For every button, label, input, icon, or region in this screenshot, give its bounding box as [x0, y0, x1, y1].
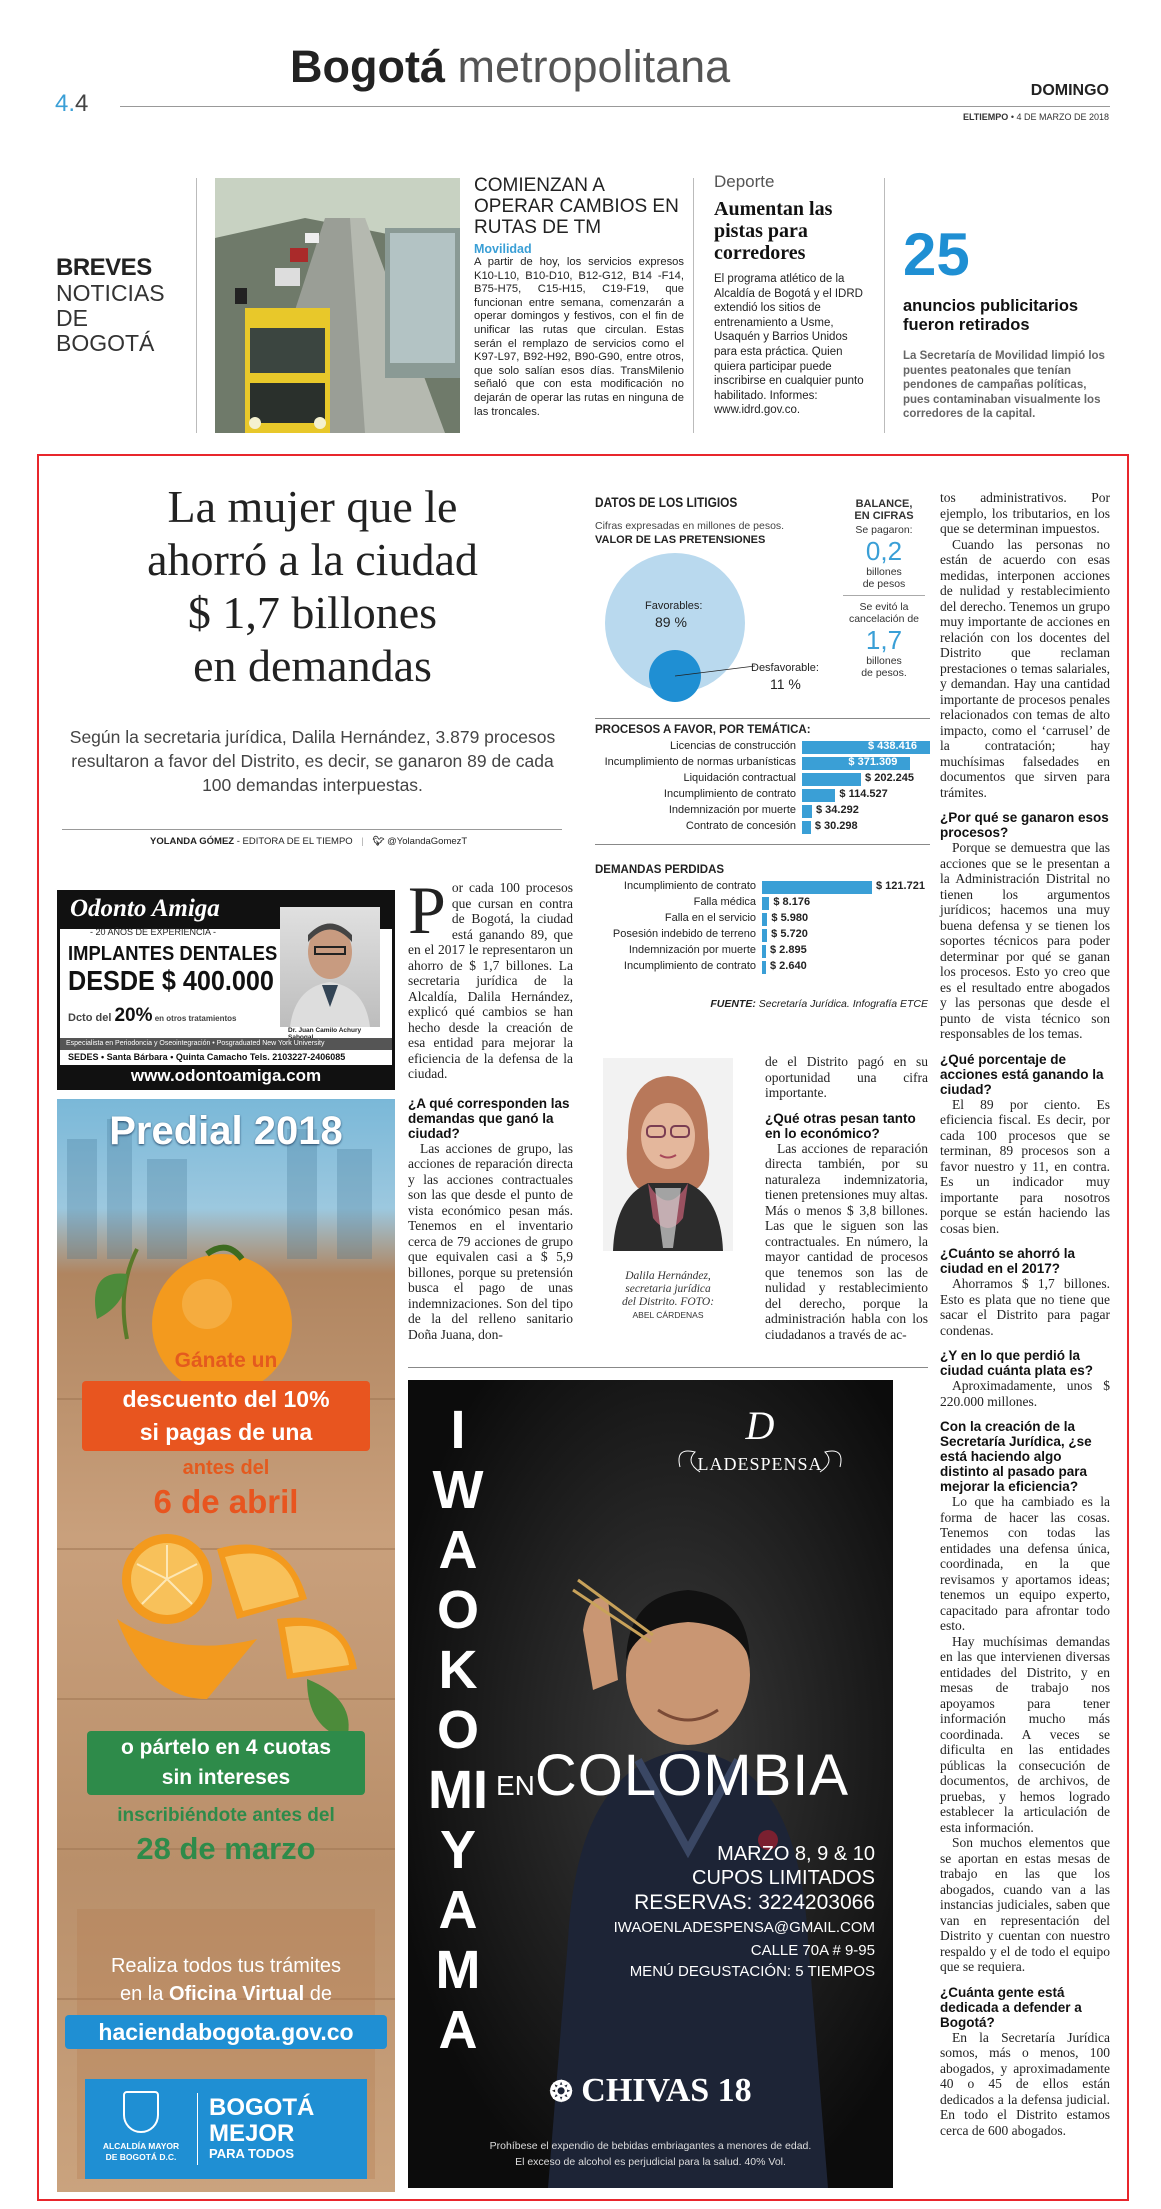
page-number: 4.4: [55, 90, 89, 117]
lost-bar-chart: [595, 880, 930, 980]
iwao-warning: Prohíbese el expendio de bebidas embriagantes a menores de edad. El exceso de alcohol es perjudicial para la salud. 40% Vol.: [489, 2140, 812, 2168]
ladespensa-logo: [670, 1402, 850, 1502]
answer-6: Aproximadamente, unos $ 220.000 millones.: [940, 1378, 1110, 1409]
section-title: [290, 40, 730, 94]
day-label: DOMINGO: [1030, 82, 1109, 99]
question-6: ¿Y en lo que perdió la ciudad cuánta plata es?: [940, 1348, 1094, 1378]
predial-l6-l7: o pártelo en 4 cuotas sin intereses: [87, 1731, 365, 1795]
bar: [762, 929, 767, 942]
transmilenio-photo: [215, 178, 460, 433]
bar-label: Incumplimiento de normas urbanísticas: [604, 756, 796, 768]
byline-author: YOLANDA GÓMEZ: [150, 836, 235, 847]
bar-label: Falla médica: [693, 896, 756, 908]
iwao-vertical-name: IWAO KOMIYAMA: [428, 1400, 488, 2060]
odonto-brand: Odonto Amiga: [70, 895, 220, 922]
byline: YOLANDA GÓMEZ - EDITORA DE EL TIEMPO | 🐦︎ @YolandaGomezT: [150, 836, 468, 847]
pie-fav-value: 89 %: [655, 614, 687, 630]
answer-1: Las acciones de grupo, las acciones de reparación directa y las acciones contractuales son las que desde el punto de vista económico pesan más. Tenemos en el inventario cerca de 79 acciones de grupo que equivalen casi a $ 5,9 billones, porque su pretensión busca el pago de unas indemnizaciones. Son del tipo de la del relleno sanitario Doña Juana, don-: [408, 1140, 573, 1342]
photo-credit: ABEL CÁRDENAS: [632, 1310, 704, 1320]
breves-divider-2: [693, 178, 694, 433]
byline-role: - EDITORA DE EL TIEMPO: [234, 836, 353, 847]
bar-label: Licencias de construcción: [670, 740, 796, 752]
predial-l2-l3: descuento del 10% si pagas de una: [82, 1381, 370, 1451]
chivas-logo: ❂ CHIVAS 18: [549, 2072, 752, 2109]
answer-7-p2: Hay muchísimas demandas en las que intervienen diversas entidades del Distrito, y en mesas de trabajo nos apoyamos para tener información mucho más coordinada. A veces se dificulta en las entidades públicas la consecución de documentos, de archivos, de pruebas, y hemos logrado establecer la articulación de esta información.: [940, 1633, 1110, 1835]
bar-label: Contrato de concesión: [685, 820, 796, 832]
odonto-line2: DESDE $ 400.000: [68, 965, 274, 996]
breves-divider: [196, 178, 197, 433]
bar-label: Incumplimiento de contrato: [663, 788, 796, 800]
story-anuncios-headline: anuncios publicitarios fueron retirados: [903, 297, 1079, 334]
odonto-tag: - 20 AÑOS DE EXPERIENCIA -: [90, 927, 217, 937]
favor-bar-chart: [595, 740, 930, 836]
header-rule: [120, 106, 1110, 107]
predial-l1: Gánate un: [174, 1349, 278, 1372]
bar-value-label: $ 5.980: [771, 912, 809, 924]
odonto-line1: IMPLANTES DENTALES: [68, 943, 278, 965]
question-7: Con la creación de la Secretaría Jurídica, ¿se está haciendo algo distinto al pasado para mejorar la eficiencia?: [940, 1419, 1092, 1494]
breves-story-tm: [474, 175, 684, 419]
bogota-shield-icon: [123, 2091, 159, 2133]
answer-4: El 89 por ciento. Es eficiencia fiscal. Es decir, por cada 100 procesos que se terminan, 89 procesos son a favor nuestro y 11, en contra. Es un indicador muy importante para nosotros porque se están haciendo las cosas bien.: [940, 1096, 1110, 1236]
article-column-2: [765, 1054, 928, 1342]
bar: [802, 821, 811, 834]
photo-caption: Dalila Hernández, secretaria jurídica del Distrito. FOTO: ABEL CÁRDENAS: [603, 1270, 733, 1322]
bar-value-label: $ 34.292: [816, 804, 859, 816]
breves-story-deporte: [714, 172, 864, 418]
balance-avoided-value: 1,7: [865, 625, 903, 655]
story-anuncios-number: 25: [903, 221, 970, 288]
breves-subtitle-2: DE BOGOTÁ: [56, 305, 155, 356]
ladespensa-name: LADESPENSA: [697, 1454, 823, 1474]
predial-logo-1: ALCALDÍA MAYOR: [102, 2141, 180, 2151]
bar: [802, 773, 861, 786]
breves-subtitle-1: NOTICIAS: [56, 280, 165, 306]
odonto-discount: Dcto del 20% en otros tratamientos: [68, 1005, 237, 1026]
dateline: ELTIEMPO • 4 DE MARZO DE 2018: [962, 112, 1109, 122]
pie-title: VALOR DE LAS PRETENSIONES: [595, 534, 766, 546]
bar-value-label: $ 438.416: [868, 740, 917, 752]
dalila-photo: [603, 1058, 733, 1251]
breves-story-anuncios: [903, 221, 1113, 422]
story-tm-body: A partir de hoy, los servicios expresos K10-L10, B10-D10, B12-G12, B14 -F14, B75-H75, C15-H15, C19-F19, que funcionan entre semana, comenzarán a operar domingos y festivos, con el fin de unificar las rutas que circulan. Estas serán el remplazo de servicios como el K97-L97, B92-H92, B90-G90, entre otros, que solo salían esos días. TransMilenio señaló que con esta modificación no dejarán de operar las rutas en ninguna de las troncales.: [474, 256, 684, 418]
predial-logo-box: [85, 2079, 367, 2179]
section-title-bold: Bogotá: [290, 41, 445, 92]
question-4: ¿Qué porcentaje de acciones está ganando la ciudad?: [940, 1051, 1104, 1097]
predial-title: Predial 2018: [109, 1109, 343, 1153]
predial-l8: inscribiéndote antes del: [117, 1805, 335, 1826]
answer-7-p3: Son muchos elementos que se aportan en estas mesas de trabajo en las que los abogados, cuando van a las instancias judiciales, saben que van en representación del Distrito y cuentan con nuestro respaldo y el de todo el equipo que se requiera.: [940, 1835, 1110, 1974]
answer-1-cont: de el Distrito pagó en su oportunidad una cifra importante.: [765, 1054, 928, 1100]
info-note: Cifras expresadas en millones de pesos.: [595, 520, 785, 532]
column-rule-mid: [408, 1367, 928, 1368]
breves-label: [56, 255, 186, 356]
story-tm-headline: COMIENZAN A OPERAR CAMBIOS EN RUTAS DE TM: [474, 175, 679, 238]
story-deporte-headline: Aumentan las pistas para corredores: [714, 198, 833, 264]
breves-divider-3: [884, 178, 885, 433]
answer-2: Las acciones de reparación directa también, por su naturaleza indemnizatoria, tienen pretensiones muy altas. Más o menos $ 3,8 billones. Las que le siguen son las contractuales. En número, la mayor cantidad de procesos que tenemos son las de nulidad y restablecimiento del derecho, porque la administración habla con los ciudadanos a través de ac-: [765, 1140, 928, 1342]
bar-label: Liquidación contractual: [683, 772, 796, 784]
answer-2-cont: tos administrativos. Por ejemplo, los tributarios, en los que se determinan impuestos.: [940, 490, 1110, 536]
story-tm-kicker: Movilidad: [474, 242, 532, 256]
answer-2-p2: Cuando las personas no están de acuerdo con esas medidas, interponen acciones de nulidad y restablecimiento del derecho. Tenemos un grupo muy importante de acciones en relación con los docentes del Distrito que reclaman prestaciones o temas salariales, y demandan. Hay una cantidad importante de procesos penales relacionados con temas de alto impacto, como el ‘carrusel’ de la contratación; hay muchísimas falsedades en documentos que sirven para trámites.: [940, 536, 1110, 800]
ad-predial-2018[interactable]: [57, 1099, 395, 2192]
infographic: [595, 490, 930, 1020]
bar: [762, 881, 872, 894]
favor-title: PROCESOS A FAVOR, POR TEMÁTICA:: [595, 724, 811, 736]
odonto-specialty: Especialista en Periodoncia y Oseointegración • Posgraduated New York University: [60, 1038, 392, 1050]
answer-3: Porque se demuestra que las acciones que se le presentan a la Administración Distrital no tienen los argumentos jurídicos; hacemos una muy buena defensa y se tienen los soportes técnicos para poder determinar por qué se ganan los procesos. Esto yo creo que es el resultado entre abogados y las personas que desde el punto de vista técnico son responsables de los temas.: [940, 840, 1110, 1041]
bar-value-label: $ 121.721: [876, 880, 925, 892]
bar: [762, 961, 766, 974]
twitter-icon: 🐦︎: [372, 836, 385, 847]
bar-value-label: $ 371.309: [848, 756, 898, 768]
answer-7: Lo que ha cambiado es la forma de hacer las cosas. Tenemos con todas las entidades una defensa única, coordinada, en la que revisamos y aportamos ideas; tenemos un equipo experto, capacitado para afrontar todo esto.: [940, 1494, 1110, 1633]
pie-fav-label: Favorables:: [645, 600, 703, 612]
question-3: ¿Por qué se ganaron esos procesos?: [940, 810, 1109, 840]
balance-panel: BALANCE, EN CIFRAS Se pagaron: 0,2 billones de pesos Se evitó la cancelación de 1,7 billones de pesos.: [843, 498, 925, 679]
answer-5: Ahorramos $ 1,7 billones. Esto es plata que no tiene que sacar el Distrito para pagar condenas.: [940, 1276, 1110, 1338]
bar: [802, 789, 835, 802]
predial-l5: 6 de abril: [153, 1483, 299, 1520]
question-5: ¿Cuánto se ahorró la ciudad en el 2017?: [940, 1246, 1076, 1276]
story-deporte-kicker: Deporte: [714, 172, 775, 191]
bar-label: Indemnización por muerte: [628, 944, 756, 956]
byline-twitter: @YolandaGomezT: [387, 836, 468, 847]
bar-value-label: $ 30.298: [814, 820, 858, 832]
pie-desf-value: 11 %: [770, 676, 801, 692]
lost-title: DEMANDAS PERDIDAS: [595, 864, 725, 876]
bar: [762, 897, 769, 910]
chivas-crest-icon: ❂: [549, 2077, 573, 2108]
bar-label: Incumplimiento de contrato: [623, 880, 756, 892]
odonto-sedes: SEDES • Santa Bárbara • Quinta Camacho Tels. 2103227-2406085: [68, 1052, 346, 1062]
bar-value-label: $ 2.895: [770, 944, 807, 956]
article-headline: La mujer que le ahorró a la ciudad $ 1,7 billones en demandas: [147, 481, 478, 691]
bar-value-label: $ 114.527: [839, 788, 888, 800]
ad-iwao-komiyama[interactable]: [408, 1380, 893, 2188]
iwao-details: MARZO 8, 9 & 10 CUPOS LIMITADOS RESERVAS: 3224203066 IWAOENLADESPENSA@GMAIL.COM CALLE 70A # 9-95 MENÚ DEGUSTACIÓN: 5 TIEMPOS: [613, 1843, 875, 1980]
section-title-light: metropolitana: [457, 41, 731, 92]
bar-value-label: $ 5.720: [771, 928, 808, 940]
breves-title: BREVES: [56, 254, 152, 281]
ad-odonto-amiga[interactable]: [57, 890, 395, 1090]
doctor-photo: [280, 907, 380, 1027]
predial-l10: Realiza todos tus trámites: [110, 1955, 342, 1977]
bar: [802, 805, 812, 818]
question-8: ¿Cuánta gente está dedicada a defender a Bogotá?: [940, 1984, 1082, 2030]
bar-value-label: $ 8.176: [773, 896, 811, 908]
bar-label: Indemnización por muerte: [668, 804, 796, 816]
info-source: FUENTE: Secretaría Jurídica. Infografía ETCE: [710, 998, 928, 1010]
predial-l11: en la Oficina Virtual de: [120, 1983, 332, 2005]
bar-value-label: $ 2.640: [770, 960, 807, 972]
drop-cap: P: [408, 872, 446, 948]
article-column-3: [940, 490, 1110, 2138]
answer-8: En la Secretaría Jurídica somos, más o menos, 100 abogados, y aproximadamente 40 o 45 de ellos están dedicados a la defensa judicial. En todo el Distrito estamos cerca de 600 abogados.: [940, 2029, 1110, 2138]
bar: [762, 913, 767, 926]
balance-paid-value: 0,2: [865, 536, 903, 566]
predial-l4: antes del: [182, 1457, 270, 1479]
info-title: DATOS DE LOS LITIGIOS: [595, 494, 738, 510]
article-p1: or cada 100 procesos que cursan en contra de Bogotá, la ciudad está ganando 89, que en el 2017 le representaron un ahorro de $ 1,7 billones. La secretaria jurídica de la Alcaldía, Dalila Hernández, explicó qué cambios se han hecho desde la creación de esa entidad para mejorar la eficiencia de la defensa de la ciudad.: [408, 880, 573, 1081]
byline-rule: [62, 829, 562, 830]
bar-value-label: $ 202.245: [865, 772, 914, 784]
bar-label: Posesión indebido de terreno: [612, 928, 756, 940]
bar-label: Incumplimiento de contrato: [623, 960, 756, 972]
question-2: ¿Qué otras pesan tanto en lo económico?: [765, 1110, 916, 1141]
article-dek: Según la secretaria jurídica, Dalila Hernández, 3.879 procesos resultaron a favor del Distrito, es decir, se ganaron 89 de cada 100 demandas interpuestas.: [69, 727, 556, 795]
predial-slogan: BOGOTÁ MEJOR PARA TODOS: [209, 2094, 315, 2161]
story-anuncios-body: La Secretaría de Movilidad limpió los puentes peatonales que tenían pendones de campañas políticas, pues contaminaban visualmente los corredores de la capital.: [903, 350, 1105, 420]
predial-logo-2: DE BOGOTÁ D.C.: [105, 2152, 177, 2162]
ladespensa-letter: D: [745, 1403, 775, 1448]
odonto-doctor: Dr. Juan Camilo Achury: [288, 1027, 362, 1034]
bar-label: Falla en el servicio: [664, 912, 756, 924]
pie-desf-label: Desfavorable:: [751, 662, 819, 674]
story-deporte-body: El programa atlético de la Alcaldía de Bogotá y el IDRD extendió los sitios de entrenamiento a Usme, Usaquén y Barrios Unidos para esta práctica. Quien quiera participar puede inscribirse en cualquier punto habilitado. Informes: www.idrd.gov.co.: [714, 273, 864, 417]
question-1: ¿A qué corresponden las demandas que ganó la ciudad?: [408, 1095, 570, 1141]
masthead: [0, 40, 1161, 120]
article-column-1: [408, 872, 573, 1342]
odonto-url[interactable]: www.odontoamiga.com: [60, 1065, 392, 1087]
predial-l9: 28 de marzo: [136, 1831, 316, 1866]
predial-url[interactable]: haciendabogota.gov.co: [65, 2015, 387, 2049]
iwao-en-colombia: ENCOLOMBIA: [496, 1743, 850, 1808]
bar: [762, 945, 766, 958]
